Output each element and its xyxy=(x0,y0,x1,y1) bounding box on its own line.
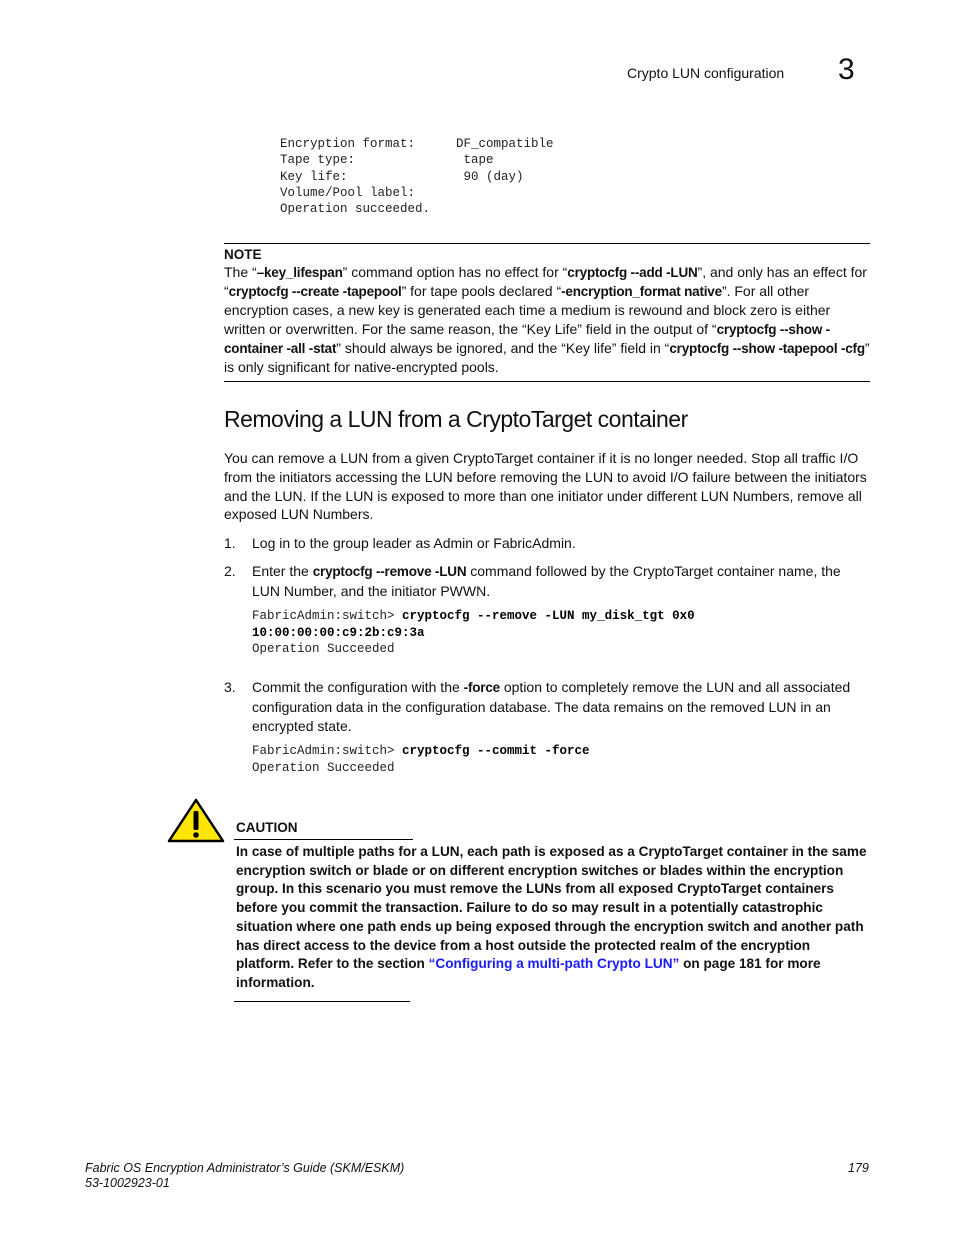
code-key: Volume/Pool label: xyxy=(280,185,416,200)
note-command: –key_lifespan xyxy=(256,265,343,280)
step-number: 1. xyxy=(224,535,236,551)
code-command: cryptocfg --commit -force xyxy=(402,744,590,758)
section-heading: Removing a LUN from a CryptoTarget container xyxy=(224,406,688,432)
code-block-output xyxy=(280,136,554,217)
note-text: ” for tape pools declared “ xyxy=(401,283,562,299)
step-text xyxy=(252,678,870,735)
note-text: The “ xyxy=(224,264,257,280)
step-text-pre: Enter the xyxy=(252,563,313,579)
footer-page-number: 179 xyxy=(848,1161,869,1175)
note-command: cryptocfg --show -tapepool -cfg xyxy=(669,341,865,356)
note-text: ”. For all other encryption cases, a new key is generated each time a medium is rewound and block zero is either written or overwritten. For the same reason, the “Key Life” field in the output of “ xyxy=(224,283,831,337)
code-prompt: FabricAdmin:switch> xyxy=(252,744,403,758)
note-command: cryptocfg --add -LUN xyxy=(567,265,698,280)
caution-label: CAUTION xyxy=(236,820,298,835)
note-top-rule xyxy=(224,243,870,244)
note-bottom-rule xyxy=(224,381,870,382)
note-text: ” is only significant for native-encrypted pools. xyxy=(224,340,870,375)
cross-reference-link[interactable]: “Configuring a multi-path Crypto LUN” xyxy=(428,956,680,972)
code-command-continued: 10:00:00:00:c9:2b:c9:3a xyxy=(252,625,425,640)
running-header-title: Crypto LUN configuration xyxy=(627,65,785,81)
footer-document-number: 53-1002923-01 xyxy=(85,1176,170,1190)
code-value: DF_compatible xyxy=(456,137,554,151)
code-row xyxy=(280,201,554,217)
step-text-pre: Commit the configuration with the xyxy=(252,679,464,695)
caution-top-rule xyxy=(234,839,413,840)
chapter-number: 3 xyxy=(838,53,855,86)
step-command: cryptocfg --remove -LUN xyxy=(312,564,467,579)
code-prompt: FabricAdmin:switch> xyxy=(252,609,403,623)
code-command: cryptocfg --remove -LUN my_disk_tgt 0x0 xyxy=(402,609,695,623)
step-text xyxy=(252,562,870,601)
code-row xyxy=(280,169,554,185)
step-number: 2. xyxy=(224,563,236,579)
note-label: NOTE xyxy=(224,247,262,262)
note-body xyxy=(224,263,870,377)
note-text: ”, and only has an effect for “ xyxy=(224,264,867,299)
code-result: Operation Succeeded xyxy=(252,760,395,775)
warning-triangle-icon xyxy=(167,798,225,849)
intro-paragraph: You can remove a LUN from a given CryptoTarget container if it is no longer needed. Stop all traffic I/O from the initiators accessing the LUN before removing the LUN to avoid I/O failure between the initiators and the LUN. If the LUN is exposed to more than one initiator under different LUN Numbers, remove all exposed LUN Numbers. xyxy=(224,450,867,523)
code-key: Operation succeeded. xyxy=(280,202,431,217)
code-value: tape xyxy=(456,153,494,168)
caution-body xyxy=(236,843,872,993)
step-text: Log in to the group leader as Admin or FabricAdmin. xyxy=(252,535,576,551)
code-key: Tape type: xyxy=(280,153,356,168)
step-command: -force xyxy=(463,680,500,695)
code-row xyxy=(280,136,554,152)
code-result: Operation Succeeded xyxy=(252,642,395,656)
code-block-remove xyxy=(252,608,695,658)
note-text: ” should always be ignored, and the “Key life” field in “ xyxy=(336,340,670,356)
caution-text: on page 181 for more information. xyxy=(236,956,821,990)
code-row xyxy=(280,152,554,168)
note-text: ” command option has no effect for “ xyxy=(342,264,568,280)
step-text-post: command followed by the CryptoTarget container name, the LUN Number, and the initiator PWWN. xyxy=(252,563,841,599)
note-command: cryptocfg --create -tapepool xyxy=(228,284,402,299)
step-text-post: option to completely remove the LUN and all associated configuration data in the configuration database. The data remains on the removed LUN in an encrypted state. xyxy=(252,679,851,734)
code-key: Key life: xyxy=(280,169,348,184)
note-command: -encryption_format native xyxy=(561,284,722,299)
code-row xyxy=(280,185,554,201)
step-number: 3. xyxy=(224,679,236,695)
caution-text: In case of multiple paths for a LUN, each path is exposed as a CryptoTarget container in the same encryption switch or blade or on different encryption switches or blades within the encryption group. In this scenario you must remove the LUNs from all exposed CryptoTarget containers before you commit the transaction. Failure to do so may result in a potentially catastrophic situation where one path ends up being exposed through the encryption switch and another path has direct access to the device from a host outside the protected realm of the encryption platform. Refer to the section xyxy=(236,844,867,972)
code-block-commit xyxy=(252,743,590,776)
note-command: cryptocfg --show -container -all -stat xyxy=(224,322,830,356)
caution-bottom-rule xyxy=(234,1001,410,1002)
code-value: 90 (day) xyxy=(456,169,524,184)
code-key: Encryption format: xyxy=(280,137,416,151)
footer-document-title: Fabric OS Encryption Administrator’s Guide (SKM/ESKM) xyxy=(85,1161,405,1175)
